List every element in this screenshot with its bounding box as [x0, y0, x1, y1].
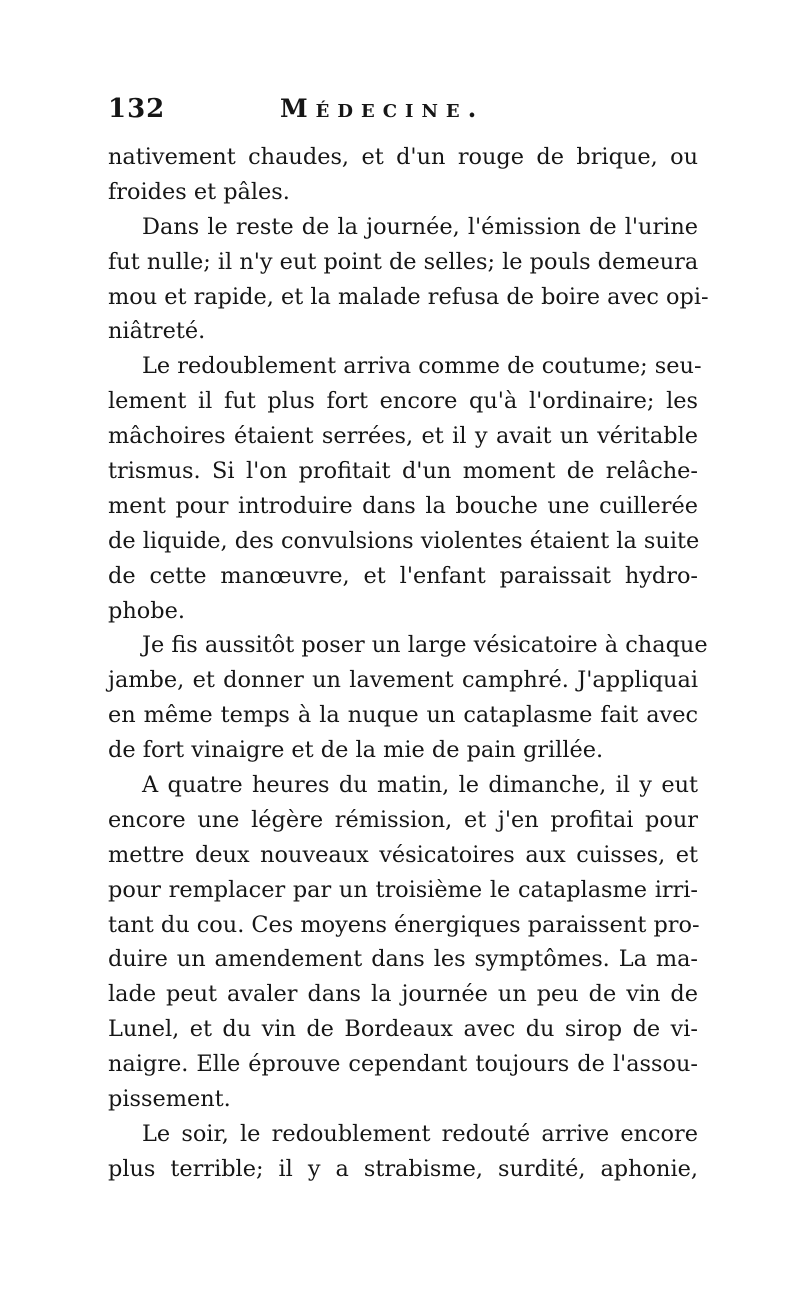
text-line: nativement chaudes, et d'un rouge de brique, ou: [108, 144, 698, 170]
text-line: encore une légère rémission, et j'en profitai pour: [108, 806, 698, 833]
running-head: Médecine.: [280, 94, 485, 123]
text-line: duire un amendement dans les symptômes. La ma-: [108, 946, 698, 973]
text-line: de cette manœuvre, et l'enfant paraissait hydro-: [108, 562, 698, 589]
text-line: fut nulle; il n'y eut point de selles; le pouls demeura: [108, 248, 699, 275]
paragraph-first-line: Le soir, le redoublement redouté arrive encore: [142, 1120, 698, 1147]
text-line: ment pour introduire dans la bouche une cuillerée: [108, 492, 698, 519]
text-line: lade peut avaler dans la journée un peu de vin de: [108, 981, 698, 1008]
paragraph-first-line: A quatre heures du matin, le dimanche, il y eut: [142, 772, 698, 799]
text-line: Lunel, et du vin de Bordeaux avec du sirop de vi-: [108, 1016, 698, 1043]
text-line: trismus. Si l'on profitait d'un moment de relâche-: [108, 458, 698, 485]
text-line: naigre. Elle éprouve cependant toujours de l'assou-: [108, 1051, 698, 1078]
text-line: mâchoires étaient serrées, et il y avait un véritable: [108, 423, 698, 450]
text-line: mou et rapide, et la malade refusa de boire avec opi-: [108, 283, 709, 310]
text-line: lement il fut plus fort encore qu'à l'ordinaire; les: [108, 388, 698, 415]
text-line: de fort vinaigre et de la mie de pain grillée.: [108, 737, 604, 764]
text-line: mettre deux nouveaux vésicatoires aux cuisses, et: [108, 841, 698, 868]
body-text: [108, 140, 709, 1187]
text-line: en même temps à la nuque un cataplasme fait avec: [108, 702, 698, 729]
text-line: froides et pâles.: [108, 178, 290, 205]
page-number: 132: [108, 94, 166, 124]
text-line: niâtreté.: [108, 318, 206, 345]
paragraph-first-line: Dans le reste de la journée, l'émission de l'urine: [142, 213, 698, 240]
paragraph-first-line: Le redoublement arriva comme de coutume; seu-: [142, 353, 702, 380]
text-line: tant du cou. Ces moyens énergiques paraissent pro-: [108, 911, 700, 938]
text-line: pissement.: [108, 1086, 231, 1113]
text-line: jambe, et donner un lavement camphré. J'appliquai: [108, 667, 698, 694]
text-line: pour remplacer par un troisième le cataplasme irri-: [108, 876, 698, 903]
text-line: plus terrible; il y a strabisme, surdité, aphonie,: [108, 1155, 698, 1182]
paragraph-first-line: Je fis aussitôt poser un large vésicatoire à chaque: [142, 632, 708, 659]
page-header: [108, 94, 698, 134]
text-line: phobe.: [108, 597, 185, 624]
text-line: de liquide, des convulsions violentes étaient la suite: [108, 527, 700, 554]
